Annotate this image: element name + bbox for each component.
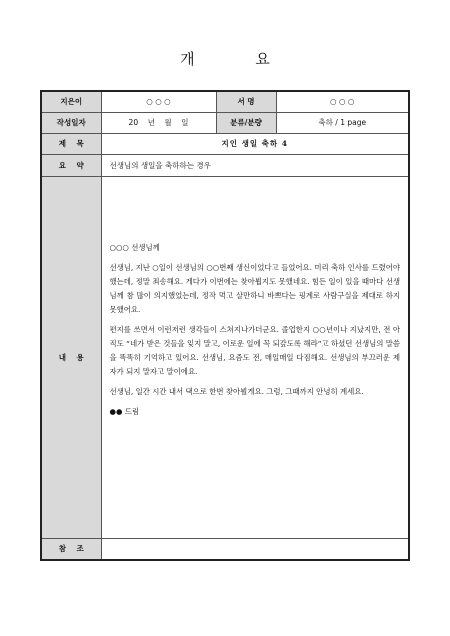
letter-signature: ●● 드림 bbox=[109, 406, 140, 416]
letter-paragraph-1: 선생님, 지난 ○일이 선생님의 ○○번째 생신이었다고 들었어요. 미리 축하 인사를 드렸어야 했는데, 정말 죄송해요. 게다가 이번에는 찾아뵙지도 못했네요. 힘든 일이 있을 때마다 선생님께 참 많이 의지했었는데, 정작 먹고 살만하니 바쁘다는 핑계로 사람구실을 제대로 하지 못했어요. bbox=[109, 262, 400, 314]
summary-value: 선생님의 생일을 축하하는 경우 bbox=[101, 154, 409, 176]
note-label: 참 조 bbox=[41, 538, 101, 560]
date-label: 작성일자 bbox=[41, 112, 101, 133]
subject-label: 제 목 bbox=[41, 133, 101, 154]
category-label: 분류/분량 bbox=[216, 112, 276, 133]
author-value: ○ ○ ○ bbox=[101, 91, 216, 112]
signature-value: ○ ○ ○ bbox=[276, 91, 409, 112]
author-label: 지은이 bbox=[41, 91, 101, 112]
letter-greeting: ○○○ 선생님께 bbox=[109, 242, 160, 252]
date-value: 20 년 월 일 bbox=[101, 112, 216, 133]
letter-paragraph-2: 편지를 쓰면서 이런저런 생각들이 스쳐지나가더군요. 졸업한지 ○○년이나 지났지만, 전 아직도 “네가 받은 것들을 잊지 말고, 이로운 일에 꼭 되갚도록 해라”고 하셨던 선생님의 말씀을 똑똑히 기억하고 있어요. 선생님, 요즘도 전, 매일매일 다짐해요. 선생님의 부끄러운 제자가 되지 말자고 말이에요. bbox=[109, 324, 400, 376]
summary-label: 요 약 bbox=[41, 154, 101, 176]
note-value bbox=[101, 538, 409, 560]
summary-form-table bbox=[40, 90, 410, 561]
content-cell bbox=[101, 176, 409, 538]
category-value: 축하 / 1 page bbox=[276, 112, 409, 133]
letter-paragraph-3: 선생님, 일간 시간 내서 댁으로 한번 찾아뵐게요. 그럼, 그때까지 안녕히 계세요. bbox=[109, 386, 364, 396]
subject-value: 지인 생일 축하 4 bbox=[101, 133, 409, 154]
signature-label: 서 명 bbox=[216, 91, 276, 112]
letter-body bbox=[102, 177, 409, 419]
content-label: 내 용 bbox=[41, 176, 101, 538]
document-title: 개 요 bbox=[180, 50, 298, 68]
